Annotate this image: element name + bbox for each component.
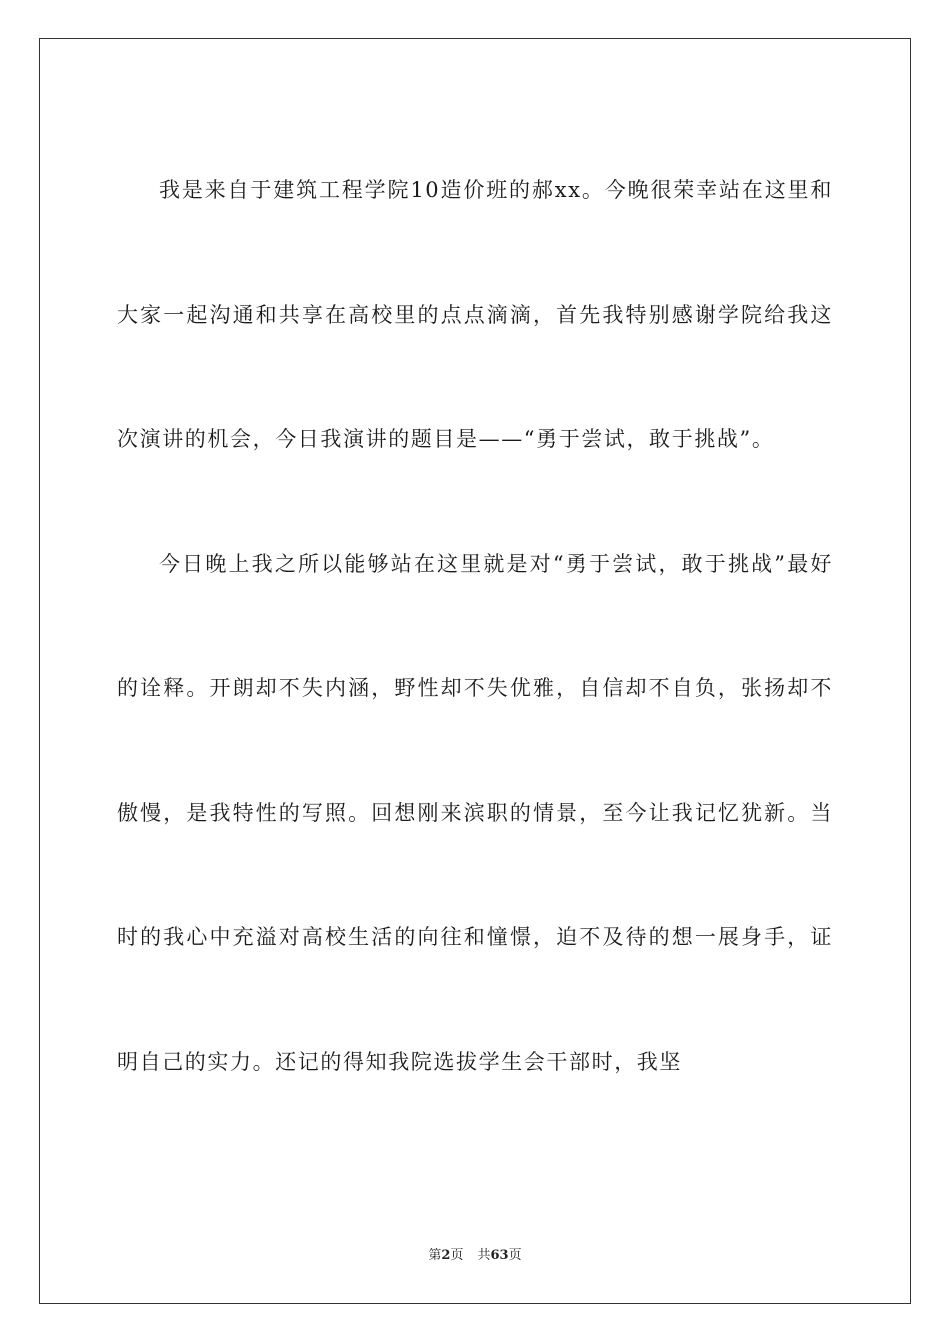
- footer-page-prefix: 第: [428, 1248, 442, 1263]
- footer-total-suffix: 页: [508, 1248, 522, 1263]
- footer-total-pages: 63: [490, 1248, 509, 1263]
- page-footer: [0, 1247, 950, 1265]
- document-body: [117, 128, 833, 1124]
- footer-total-prefix: 共: [477, 1248, 491, 1263]
- paragraph-2: 今日晚上我之所以能够站在这里就是对“勇于尝试，敢于挑战”最好的诠释。开朗却不失内涵，野性却不失优雅，自信却不自负，张扬却不傲慢，是我特性的写照。回想刚来滨职的情景，至今让我记忆犹新。当时的我心中充溢对高校生活的向往和憧憬，迫不及待的想一展身手，证明自己的实力。还记的得知我院选拔学生会干部时，我坚: [117, 551, 833, 1074]
- footer-page-suffix: 页: [450, 1248, 464, 1263]
- footer-page-number: 2: [441, 1248, 451, 1263]
- paragraph-1: 我是来自于建筑工程学院10造价班的郝xx。今晚很荣幸站在这里和大家一起沟通和共享在高校里的点点滴滴，首先我特别感谢学院给我这次演讲的机会，今日我演讲的题目是——“勇于尝试，敢于挑战”。: [117, 178, 833, 451]
